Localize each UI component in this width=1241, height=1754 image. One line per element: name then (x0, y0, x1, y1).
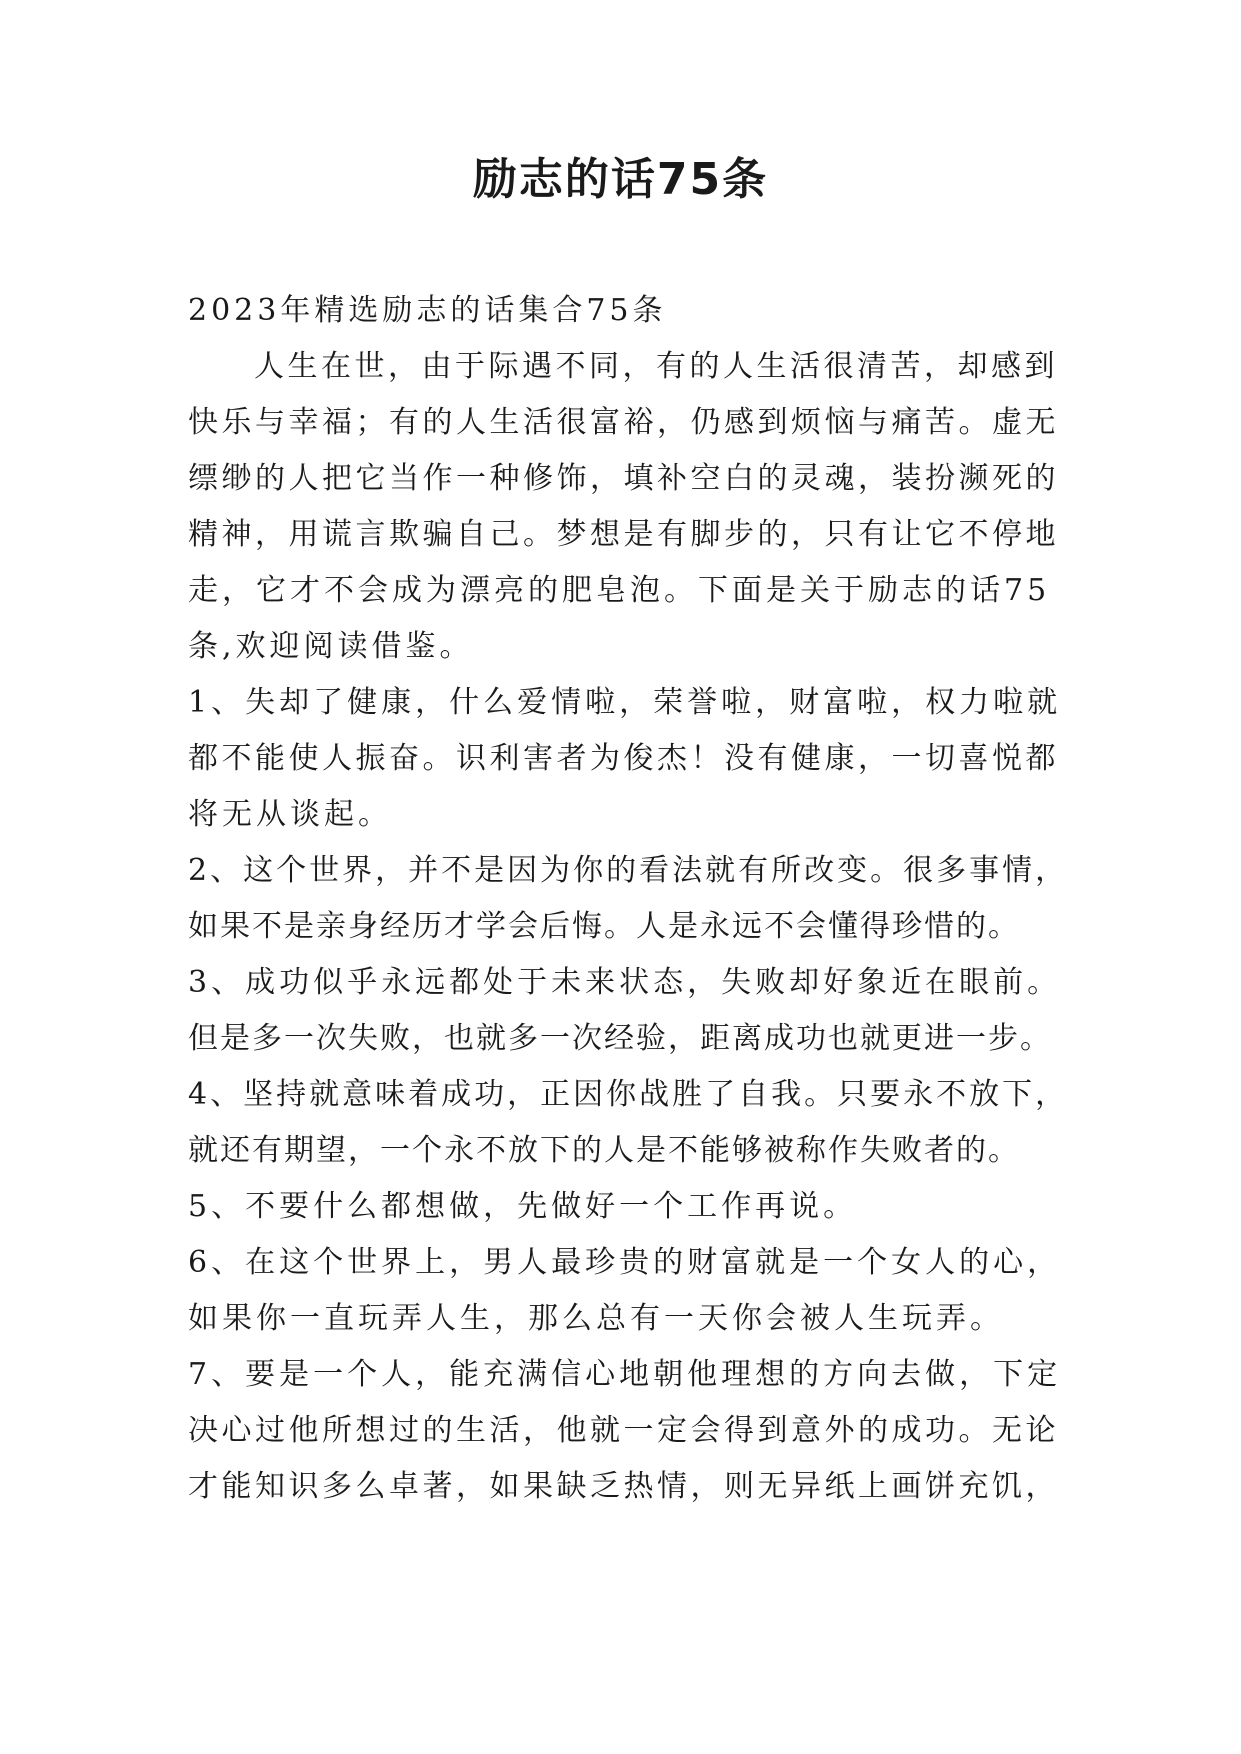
item-line: 才能知识多么卓著，如果缺乏热情，则无异纸上画饼充饥， (188, 1469, 1059, 1504)
intro-line: 精神，用谎言欺骗自己。梦想是有脚步的，只有让它不停地 (188, 517, 1059, 552)
item-line: 1、失却了健康，什么爱情啦，荣誉啦，财富啦，权力啦就 (188, 685, 1062, 720)
item-line: 如果不是亲身经历才学会后悔。人是永远不会懂得珍惜的。 (188, 909, 1020, 944)
intro-line: 缥缈的人把它当作一种修饰，填补空白的灵魂，装扮濒死的 (188, 461, 1059, 496)
item-line: 决心过他所想过的生活，他就一定会得到意外的成功。无论 (188, 1413, 1059, 1448)
item-line: 4、坚持就意味着成功，正因你战胜了自我。只要永不放下， (188, 1077, 1069, 1112)
intro-line: 走，它才不会成为漂亮的肥皂泡。下面是关于励志的话75 (188, 573, 1051, 608)
item-line: 如果你一直玩弄人生，那么总有一天你会被人生玩弄。 (188, 1301, 1004, 1336)
item-line: 就还有期望，一个永不放下的人是不能够被称作失败者的。 (188, 1133, 1020, 1168)
intro-line: 人生在世，由于际遇不同，有的人生活很清苦，却感到 (254, 349, 1058, 384)
item-line: 但是多一次失败，也就多一次经验，距离成功也就更进一步。 (188, 1021, 1052, 1056)
intro-line: 快乐与幸福；有的人生活很富裕，仍感到烦恼与痛苦。虚无 (188, 405, 1059, 440)
item-line: 3、成功似乎永远都处于未来状态，失败却好象近在眼前。 (188, 965, 1062, 1000)
subtitle-line: 2023年精选励志的话集合75条 (188, 293, 667, 328)
item-line: 将无从谈起。 (188, 797, 392, 832)
item-line: 6、在这个世界上，男人最珍贵的财富就是一个女人的心， (188, 1245, 1062, 1280)
item-line: 7、要是一个人，能充满信心地朝他理想的方向去做，下定 (188, 1357, 1062, 1392)
document-title: 励志的话75条 (472, 154, 769, 205)
item-line: 都不能使人振奋。识利害者为俊杰！没有健康，一切喜悦都 (188, 741, 1059, 776)
item-line: 2、这个世界，并不是因为你的看法就有所改变。很多事情， (188, 853, 1069, 888)
item-line: 5、不要什么都想做，先做好一个工作再说。 (188, 1189, 858, 1224)
intro-line: 条,欢迎阅读借鉴。 (188, 629, 474, 664)
document-body (188, 283, 1069, 1515)
